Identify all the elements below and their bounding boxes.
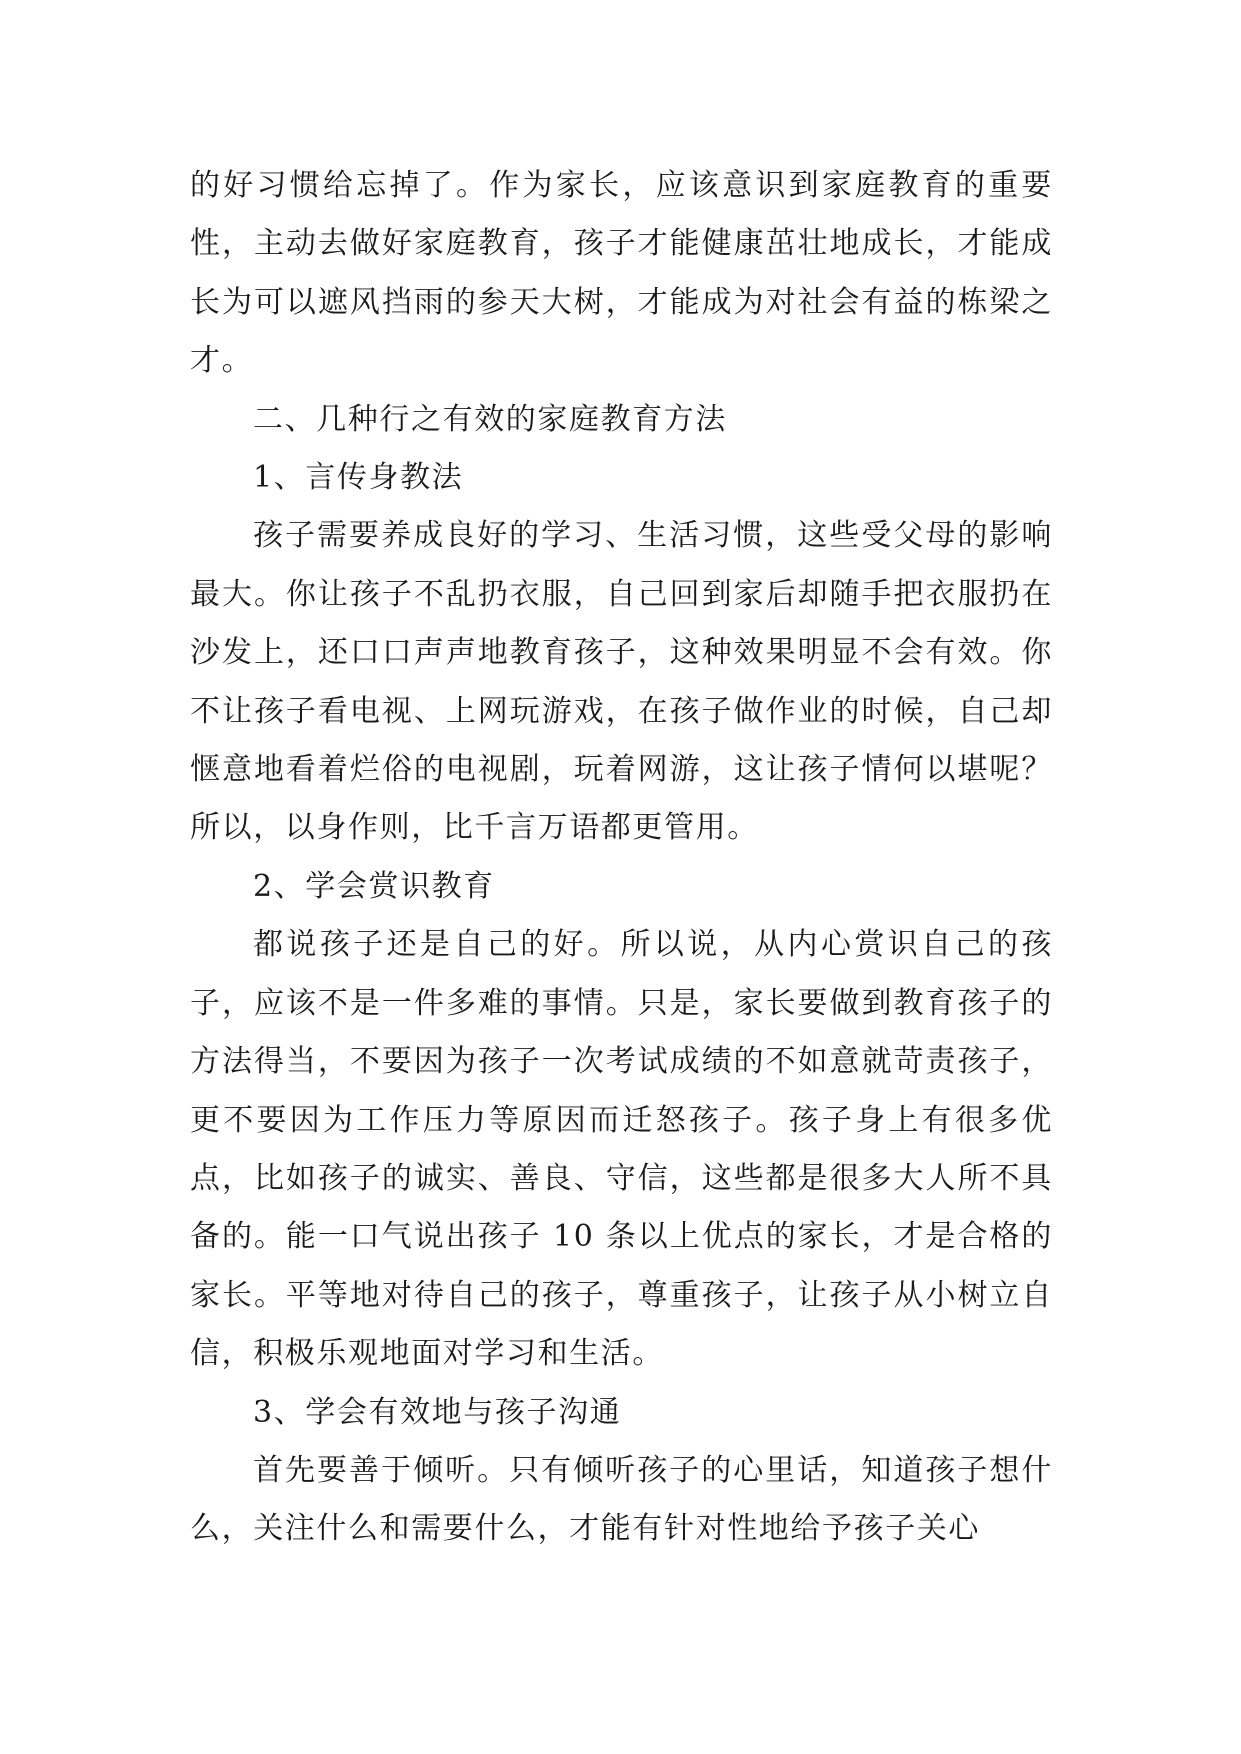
- subsection-heading: 2、学会赏识教育: [253, 868, 495, 904]
- body-paragraph: 孩子需要养成良好的学习、生活习惯，这些受父母的影响最大。你让孩子不乱扔衣服，自己回到家后却随手把衣服扔在沙发上，还口口声声地教育孩子，这种效果明显不会有效。你不让孩子看电视、上网玩游戏，在孩子做作业的时候，自己却惬意地看着烂俗的电视剧，玩着网游，这让孩子情何以堪呢？所以，以身作则，比千言万语都更管用。: [190, 518, 1053, 846]
- body-paragraph: 都说孩子还是自己的好。所以说，从内心赏识自己的孩子，应该不是一件多难的事情。只是，家长要做到教育孩子的方法得当，不要因为孩子一次考试成绩的不如意就苛责孩子，更不要因为工作压力等原因而迁怒孩子。孩子身上有很多优点，比如孩子的诚实、善良、守信，这些都是很多大人所不具备的。能一口气说出孩子 10 条以上优点的家长，才是合格的家长。平等地对待自己的孩子，尊重孩子，让孩子从小树立自信，积极乐观地面对学习和生活。: [190, 927, 1053, 1372]
- subsection-heading: 3、学会有效地与孩子沟通: [253, 1394, 622, 1430]
- subsection-heading: 1、言传身教法: [253, 460, 464, 496]
- section-heading: 二、几种行之有效的家庭教育方法: [253, 401, 727, 437]
- document-body: [190, 157, 1053, 1559]
- body-paragraph: 的好习惯给忘掉了。作为家长，应该意识到家庭教育的重要性，主动去做好家庭教育，孩子才能健康茁壮地成长，才能成长为可以遮风挡雨的参天大树，才能成为对社会有益的栋梁之才。: [190, 168, 1053, 379]
- body-paragraph: 首先要善于倾听。只有倾听孩子的心里话，知道孩子想什么，关注什么和需要什么，才能有针对性地给予孩子关心: [190, 1452, 1053, 1547]
